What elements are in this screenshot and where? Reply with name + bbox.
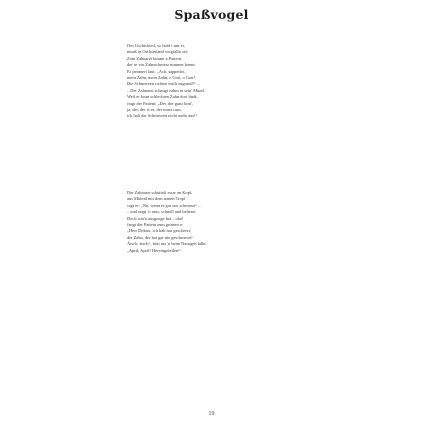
poem-line: der Zahn, der hat gar nie geschmerzt! [127,234,193,240]
poem-line: „Herr Doktor, ich hab nur gescherzt, [127,228,192,234]
poem-line: Doch wia'n ausgzogn hat – oho! [127,215,184,221]
poem-line: – Der Zahnarzt schaugt eahm in sein' Mund. [127,87,205,93]
page-number: 19 [208,411,215,417]
poem-line: ja, der, der is es, der muss raus, [127,106,182,112]
poem-line: Er jammert laut: „Ach, sapperlot, [127,68,186,74]
poem-line: „April, April! Hereingefallen!“ [127,247,182,253]
poem-line: – und ziagt 'n raus, schnell und beherzt. [127,209,197,215]
poem-line: Die Schmerzen richten mich zugrund!“ – [127,81,200,87]
poem-line: Zum Zahnarzt kimmt a Patient, [127,55,182,61]
poem-line: der se vor Zahnschmerz nimmer kennt. [127,62,196,68]
poem-line: sagt er: „Nu, wenn er gar soo schmerzt“ – [127,202,201,208]
poem-line: mein Zahn, mein Zahn, o Gott, o Gott! [127,74,196,80]
poem-line: fangt der Patient zum grinsen o: [127,221,184,227]
poem-line: Der Zahnarzt schüttelt zwar an Kopf, [127,190,193,195]
poem-line: Weil er koan schlechten Zahn dort findt, [127,94,198,100]
poem-line: aus Mitleid mit dem armen Tropf [127,196,186,202]
poem-line: Des Gschichterl, so buid i mir ei, [127,43,186,48]
poem-line: ich halt die Schmerzen nicht mehr aus!“ [127,113,198,119]
stanza-2 [127,190,327,254]
poem-line: muaß in Ostfriesland vorgfalln sei: [127,49,189,55]
poem-line: Ätsch, ätsch“, hört ma 'n beim Nausgeh lalln, [127,241,207,247]
poem-title: Spaßvogel [174,7,249,22]
poem-line: fragt der Patient: „Der, der ganz hint', [127,100,193,106]
stanza-1 [127,43,327,120]
